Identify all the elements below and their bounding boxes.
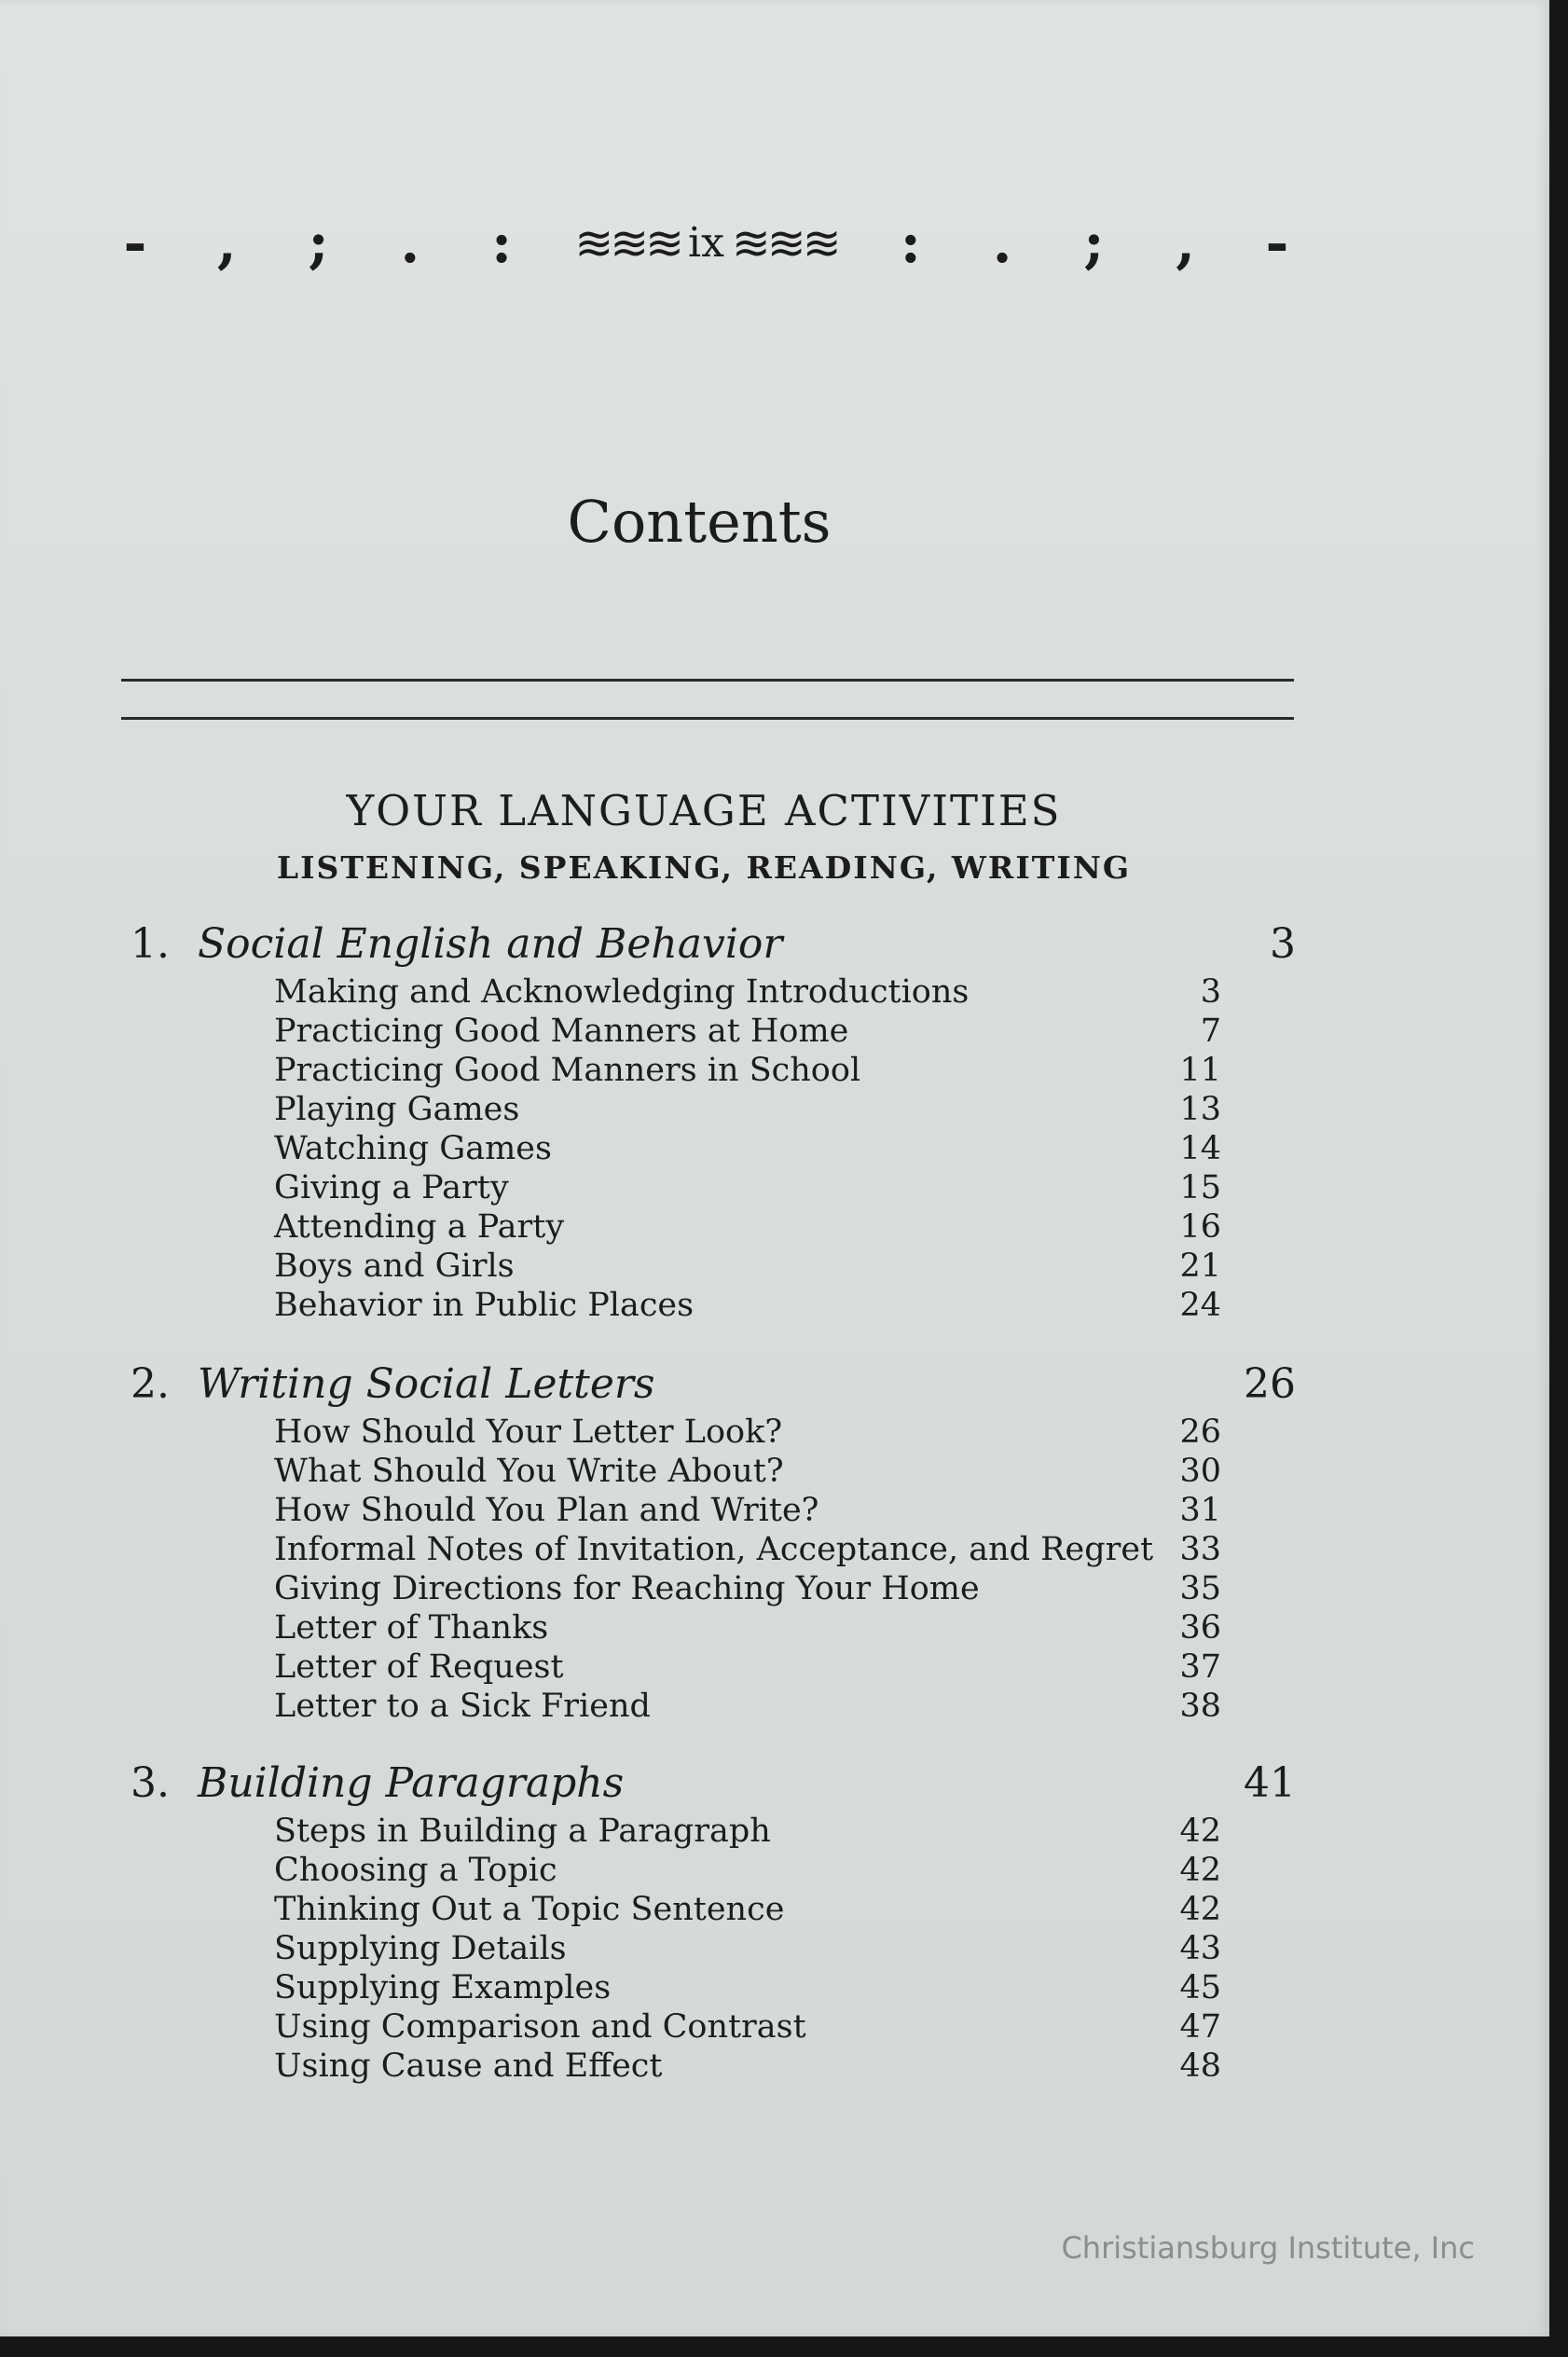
entry-label: Practicing Good Manners in School <box>274 1052 861 1089</box>
entry-label: Supplying Details <box>274 1930 567 1967</box>
entry-label: Supplying Examples <box>274 1969 612 2006</box>
toc-entry <box>131 1286 1296 1325</box>
entry-label: How Should You Plan and Write? <box>274 1492 819 1529</box>
toc-entry <box>131 1812 1296 1851</box>
entry-page: 26 <box>1179 1413 1221 1451</box>
entry-label: Giving a Party <box>274 1169 509 1206</box>
toc-entry <box>131 1530 1296 1569</box>
punctuation-mark: - <box>123 211 147 276</box>
part-subtitle: LISTENING, SPEAKING, READING, WRITING <box>276 849 1132 886</box>
entry-page: 30 <box>1179 1453 1221 1490</box>
toc-entry <box>131 1051 1296 1090</box>
chapter-section <box>131 917 1296 1325</box>
entry-page: 38 <box>1179 1688 1221 1725</box>
entry-page: 36 <box>1179 1609 1221 1647</box>
divider-rule <box>121 717 1294 720</box>
toc-entry <box>131 1851 1296 1890</box>
chapter-heading <box>131 1357 1296 1413</box>
chapter-page: 26 <box>1244 1360 1296 1408</box>
toc-entry <box>131 1687 1296 1726</box>
toc-entry <box>131 1647 1296 1687</box>
entry-label: Behavior in Public Places <box>274 1287 695 1324</box>
entry-page: 21 <box>1179 1247 1221 1285</box>
punctuation-mark: . <box>992 211 1012 276</box>
entry-label: Watching Games <box>274 1130 552 1167</box>
entry-page: 45 <box>1179 1969 1221 2006</box>
entry-page: 7 <box>1200 1013 1221 1050</box>
entry-label: Choosing a Topic <box>274 1852 557 1889</box>
punctuation-mark: ; <box>308 211 329 276</box>
entry-label: Thinking Out a Topic Sentence <box>274 1891 785 1928</box>
chapter-page: 3 <box>1270 920 1296 968</box>
entry-page: 13 <box>1179 1091 1221 1128</box>
toc-entry <box>131 1168 1296 1207</box>
punctuation-mark: : <box>490 211 513 276</box>
entry-page: 15 <box>1179 1169 1221 1206</box>
toc-entry <box>131 1129 1296 1168</box>
entry-page: 47 <box>1179 2008 1221 2046</box>
folio-ornament <box>574 211 837 276</box>
part-title: YOUR LANGUAGE ACTIVITIES <box>346 786 1062 835</box>
chapter-title: Building Paragraphs <box>198 1759 625 1807</box>
entry-page: 37 <box>1179 1648 1221 1686</box>
entry-label: Letter of Thanks <box>274 1609 549 1647</box>
chapter-heading <box>131 917 1296 972</box>
entry-label: Giving Directions for Reaching Your Home <box>274 1570 980 1607</box>
entry-label: Practicing Good Manners at Home <box>274 1013 849 1050</box>
punctuation-mark: : <box>900 211 921 276</box>
chapter-page: 41 <box>1244 1759 1296 1807</box>
watermark-credit: Christiansburg Institute, Inc <box>1061 2230 1475 2266</box>
toc-entry <box>131 1890 1296 1929</box>
entry-label: Steps in Building a Paragraph <box>274 1813 771 1850</box>
toc-entry <box>131 1452 1296 1491</box>
entry-label: Informal Notes of Invitation, Acceptance, and Regret <box>274 1531 1154 1568</box>
swirl-ornament-icon: ≋≋≋ <box>731 216 838 270</box>
header-ornament <box>117 211 1296 276</box>
swirl-ornament-icon: ≋≋≋ <box>574 216 681 270</box>
chapter-section <box>131 1756 1296 2086</box>
entry-label: Using Comparison and Contrast <box>274 2008 806 2046</box>
page-title: Contents <box>567 488 832 556</box>
entry-page: 31 <box>1179 1492 1221 1529</box>
toc-entry <box>131 2047 1296 2086</box>
page-number: ix <box>688 219 724 267</box>
entry-label: Attending a Party <box>274 1208 565 1246</box>
entry-page: 14 <box>1179 1130 1221 1167</box>
entry-label: Letter to a Sick Friend <box>274 1688 651 1725</box>
chapter-number: 1. <box>131 920 170 968</box>
entry-page: 33 <box>1179 1531 1221 1568</box>
toc-entry <box>131 1491 1296 1530</box>
punctuation-mark: . <box>400 211 420 276</box>
entry-page: 42 <box>1179 1813 1221 1850</box>
entry-page: 3 <box>1200 973 1221 1011</box>
toc-entry <box>131 2007 1296 2047</box>
punctuation-mark: , <box>216 211 237 276</box>
toc-entry <box>131 1012 1296 1051</box>
entry-page: 42 <box>1179 1891 1221 1928</box>
toc-entry <box>131 1247 1296 1286</box>
toc-entry <box>131 1090 1296 1129</box>
chapter-number: 3. <box>131 1759 170 1807</box>
entry-label: What Should You Write About? <box>274 1453 784 1490</box>
toc-entry <box>131 1207 1296 1247</box>
entry-page: 16 <box>1179 1208 1221 1246</box>
entry-page: 24 <box>1179 1287 1221 1324</box>
chapter-title: Social English and Behavior <box>198 920 783 968</box>
entry-label: Using Cause and Effect <box>274 2047 663 2085</box>
punctuation-mark: ; <box>1083 211 1105 276</box>
toc-entry <box>131 1608 1296 1647</box>
entry-page: 48 <box>1179 2047 1221 2085</box>
entry-page: 11 <box>1179 1052 1221 1089</box>
punctuation-mark: - <box>1265 211 1289 276</box>
toc-entry <box>131 972 1296 1012</box>
entry-label: Boys and Girls <box>274 1247 515 1285</box>
toc-entry <box>131 1569 1296 1608</box>
chapter-heading <box>131 1756 1296 1812</box>
chapter-title: Writing Social Letters <box>198 1360 655 1408</box>
chapter-section <box>131 1357 1296 1726</box>
entry-label: How Should Your Letter Look? <box>274 1413 783 1451</box>
entry-page: 43 <box>1179 1930 1221 1967</box>
entry-page: 35 <box>1179 1570 1221 1607</box>
entry-label: Letter of Request <box>274 1648 564 1686</box>
toc-entry <box>131 1929 1296 1968</box>
toc-entry <box>131 1413 1296 1452</box>
toc-entry <box>131 1968 1296 2007</box>
punctuation-mark: , <box>1176 211 1196 276</box>
divider-rule <box>121 679 1294 682</box>
entry-label: Playing Games <box>274 1091 520 1128</box>
chapter-number: 2. <box>131 1360 170 1408</box>
entry-label: Making and Acknowledging Introductions <box>274 973 970 1011</box>
entry-page: 42 <box>1179 1852 1221 1889</box>
